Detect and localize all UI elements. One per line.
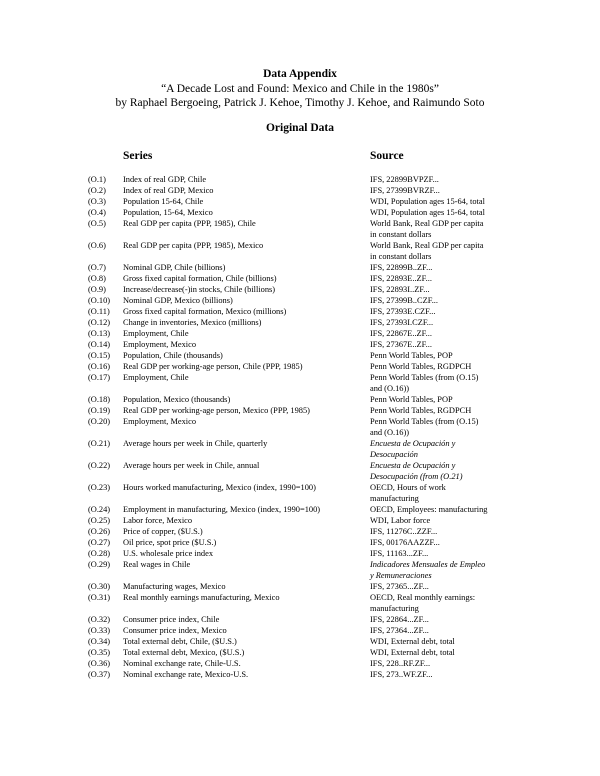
series-source: IFS, 27393I.CZF... [370,318,434,327]
table-row [0,516,600,526]
series-id: (O.9) [88,285,106,294]
source-column-header: Source [370,150,404,162]
series-column-header: Series [123,150,153,162]
series-name: Total external debt, Mexico, ($U.S.) [123,648,245,657]
series-id: (O.4) [88,208,106,217]
series-source: IFS, 27364...ZF... [370,626,429,635]
series-source: Penn World Tables, RGDPCH [370,406,472,415]
series-name: Consumer price index, Mexico [123,626,227,635]
table-row [0,560,600,570]
series-source: OECD, Employees: manufacturing [370,505,488,514]
series-source: IFS, 22899B..ZF... [370,263,433,272]
table-row [0,593,600,603]
series-name: U.S. wholesale price index [123,549,214,558]
series-source: WDI, Population ages 15-64, total [370,208,485,217]
series-source: WDI, Labor force [370,516,431,525]
series-name: Employment, Chile [123,373,189,382]
series-source-continued: in constant dollars [370,252,432,261]
series-source-continued: manufacturing [370,494,419,503]
series-id: (O.18) [88,395,111,404]
series-source: IFS, 27365...ZF... [370,582,429,591]
series-id: (O.20) [88,417,111,426]
paper-title: “A Decade Lost and Found: Mexico and Chile in the 1980s” [161,83,439,95]
series-id: (O.22) [88,461,111,470]
series-id: (O.15) [88,351,111,360]
series-id: (O.36) [88,659,111,668]
series-source: IFS, 11163...ZF... [370,549,429,558]
series-source: IFS, 27399B..CZF... [370,296,438,305]
series-id: (O.8) [88,274,106,283]
series-name: Average hours per week in Chile, quarterly [123,439,268,448]
series-id: (O.16) [88,362,111,371]
table-row [0,527,600,537]
series-id: (O.11) [88,307,110,316]
table-row [0,417,600,427]
series-id: (O.28) [88,549,111,558]
series-id: (O.13) [88,329,111,338]
series-id: (O.6) [88,241,106,250]
series-id: (O.2) [88,186,106,195]
series-name: Real GDP per capita (PPP, 1985), Chile [123,219,256,228]
series-id: (O.5) [88,219,106,228]
series-id: (O.19) [88,406,111,415]
series-source: OECD, Hours of work [370,483,446,492]
series-source: WDI, Population ages 15-64, total [370,197,485,206]
table-row [0,318,600,328]
table-row [0,373,600,383]
series-source: IFS, 228..RF.ZF... [370,659,431,668]
series-id: (O.25) [88,516,111,525]
series-id: (O.3) [88,197,106,206]
table-row [0,582,600,592]
series-id: (O.35) [88,648,111,657]
series-source-continued: in constant dollars [370,230,432,239]
series-id: (O.27) [88,538,111,547]
series-id: (O.32) [88,615,111,624]
series-name: Labor force, Mexico [123,516,193,525]
table-row [0,285,600,295]
series-source: IFS, 22893I..ZF... [370,285,430,294]
table-row [0,637,600,647]
page-title: Data Appendix [263,68,337,80]
series-source: IFS, 27399BVRZF... [370,186,440,195]
series-name: Real GDP per working-age person, Mexico (PPP, 1985) [123,406,310,415]
series-source: WDI, External debt, total [370,637,455,646]
table-row [0,296,600,306]
series-id: (O.7) [88,263,106,272]
table-row [0,329,600,339]
series-name: Employment in manufacturing, Mexico (index, 1990=100) [123,505,321,514]
table-row [0,197,600,207]
series-source-continued: y Remuneraciones [370,571,432,580]
section-heading: Original Data [265,122,335,134]
series-name: Increase/decrease(-)in stocks, Chile (billions) [123,285,276,294]
table-row [0,505,600,515]
table-row [0,549,600,559]
table-row [0,659,600,669]
table-row [0,670,600,680]
table-row [0,483,600,493]
table-row [0,307,600,317]
series-source: IFS, 27393E.CZF... [370,307,436,316]
series-source: Penn World Tables (from (O.15) [370,373,479,382]
series-name: Nominal exchange rate, Mexico-U.S. [123,670,249,679]
series-name: Employment, Mexico [123,417,197,426]
series-source: Encuesta de Ocupación y [370,461,456,470]
series-source-continued: and (O.16)) [370,428,410,437]
series-id: (O.24) [88,505,111,514]
table-row [0,208,600,218]
table-row [0,351,600,361]
series-id: (O.26) [88,527,111,536]
series-source-continued: and (O.16)) [370,384,410,393]
table-row [0,461,600,471]
series-name: Population, Chile (thousands) [123,351,223,360]
series-source: IFS, 22867E..ZF... [370,329,432,338]
table-row [0,538,600,548]
series-name: Total external debt, Chile, ($U.S.) [123,637,237,646]
series-id: (O.31) [88,593,111,602]
series-name: Real monthly earnings manufacturing, Mexico [123,593,280,602]
series-name: Nominal GDP, Mexico (billions) [123,296,233,305]
series-id: (O.37) [88,670,111,679]
series-id: (O.12) [88,318,111,327]
series-id: (O.34) [88,637,111,646]
series-source-continued: manufacturing [370,604,419,613]
series-source: World Bank, Real GDP per capita [370,219,484,228]
table-row [0,340,600,350]
series-source: Encuesta de Ocupación y [370,439,456,448]
series-name: Employment, Chile [123,329,189,338]
series-source: WDI, External debt, total [370,648,455,657]
series-id: (O.29) [88,560,111,569]
series-source: Penn World Tables, POP [370,395,453,404]
table-row [0,263,600,273]
series-name: Manufacturing wages, Mexico [123,582,226,591]
series-name: Hours worked manufacturing, Mexico (index, 1990=100) [123,483,316,492]
table-row [0,362,600,372]
table-row [0,219,600,229]
series-id: (O.33) [88,626,111,635]
table-row [0,406,600,416]
series-name: Gross fixed capital formation, Chile (billions) [123,274,277,283]
series-name: Real GDP per capita (PPP, 1985), Mexico [123,241,264,250]
series-name: Nominal GDP, Chile (billions) [123,263,226,272]
table-row [0,439,600,449]
series-source: World Bank, Real GDP per capita [370,241,484,250]
series-source: IFS, 22864...ZF... [370,615,429,624]
table-row [0,648,600,658]
series-id: (O.23) [88,483,111,492]
series-source: IFS, 00176AAZZF... [370,538,440,547]
series-id: (O.10) [88,296,111,305]
series-name: Average hours per week in Chile, annual [123,461,260,470]
series-name: Price of copper, ($U.S.) [123,527,203,536]
series-source: IFS, 27367E..ZF... [370,340,432,349]
series-id: (O.1) [88,175,106,184]
series-name: Change in inventories, Mexico (millions) [123,318,262,327]
author-byline: by Raphael Bergoeing, Patrick J. Kehoe, Timothy J. Kehoe, and Raimundo Soto [115,97,485,109]
series-name: Population, Mexico (thousands) [123,395,231,404]
series-name: Real GDP per working-age person, Chile (PPP, 1985) [123,362,303,371]
table-row [0,186,600,196]
table-row [0,626,600,636]
series-source: IFS, 11276C..ZZF... [370,527,438,536]
series-id: (O.17) [88,373,111,382]
table-row [0,615,600,625]
series-name: Index of real GDP, Chile [123,175,207,184]
series-name: Real wages in Chile [123,560,191,569]
series-name: Oil price, spot price ($U.S.) [123,538,217,547]
series-id: (O.21) [88,439,111,448]
series-name: Index of real GDP, Mexico [123,186,214,195]
series-name: Nominal exchange rate, Chile-U.S. [123,659,241,668]
table-row [0,395,600,405]
series-name: Gross fixed capital formation, Mexico (millions) [123,307,287,316]
series-source: Penn World Tables (from (O.15) [370,417,479,426]
series-source: OECD, Real monthly earnings: [370,593,476,602]
series-source-continued: Desocupación [370,450,418,459]
table-row [0,274,600,284]
series-source: Indicadores Mensuales de Empleo [370,560,486,569]
series-id: (O.30) [88,582,111,591]
series-source: Penn World Tables, POP [370,351,453,360]
series-name: Population 15-64, Chile [123,197,204,206]
table-row [0,241,600,251]
series-source: Penn World Tables, RGDPCH [370,362,472,371]
series-source: IFS, 273..WF.ZF... [370,670,433,679]
series-source: IFS, 22899BVPZF... [370,175,439,184]
series-name: Population, 15-64, Mexico [123,208,213,217]
series-source-continued: Desocupación (from (O.21) [370,472,463,481]
series-name: Employment, Mexico [123,340,197,349]
series-source: IFS, 22893E..ZF... [370,274,432,283]
table-row [0,175,600,185]
series-name: Consumer price index, Chile [123,615,220,624]
series-id: (O.14) [88,340,111,349]
